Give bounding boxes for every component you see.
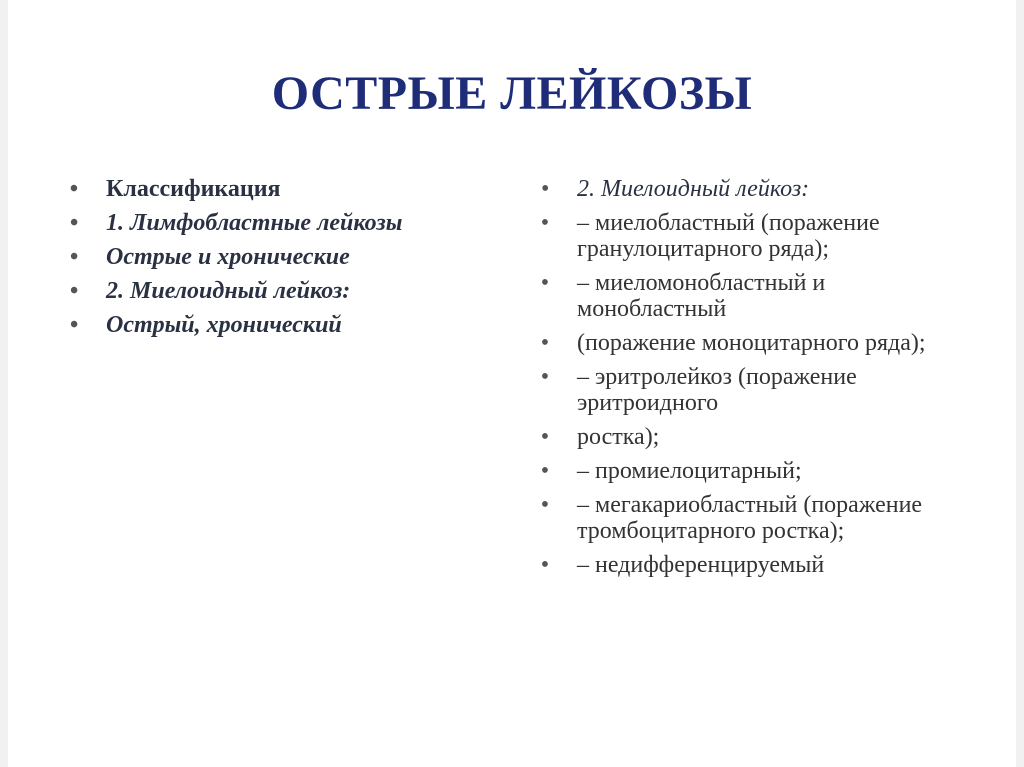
bullet-icon: • xyxy=(540,552,550,578)
left-list-item-3 xyxy=(64,278,484,304)
right-list-item-1 xyxy=(535,210,975,262)
left-list-item-2 xyxy=(64,244,484,270)
left-list-item-1 xyxy=(64,210,484,236)
bullet-icon: • xyxy=(69,176,79,202)
bullet-icon: • xyxy=(540,458,550,484)
right-bullet-list xyxy=(535,176,975,586)
list-item-text: – промиелоцитарный; xyxy=(577,458,802,484)
list-item-text: Классификация xyxy=(106,176,281,202)
right-list-item-0 xyxy=(535,176,975,202)
list-item-text: – недифференцируемый xyxy=(577,552,825,578)
list-item-text: Острый, хронический xyxy=(106,312,342,338)
bullet-icon: • xyxy=(69,244,79,270)
bullet-icon: • xyxy=(540,210,550,236)
list-item-text: 1. Лимфобластные лейкозы xyxy=(106,210,403,236)
right-list-item-3 xyxy=(535,330,975,356)
left-list-item-0 xyxy=(64,176,484,202)
list-item-text: – эритролейкоз (поражение эритроидного xyxy=(577,364,857,416)
list-item-text: – миелобластный (поражение гранулоцитарного ряда); xyxy=(577,210,880,262)
bullet-icon: • xyxy=(540,492,550,518)
bullet-icon: • xyxy=(69,278,79,304)
right-list-item-7 xyxy=(535,492,975,544)
list-item-text: ростка); xyxy=(577,424,660,450)
right-list-item-8 xyxy=(535,552,975,578)
list-item-text: – миеломонобластный и монобластный xyxy=(577,270,826,322)
list-item-text: 2. Миелоидный лейкоз: xyxy=(106,278,351,304)
left-bullet-list xyxy=(64,176,484,346)
bullet-icon: • xyxy=(540,364,550,390)
bullet-icon: • xyxy=(69,210,79,236)
right-list-item-2 xyxy=(535,270,975,322)
list-item-text: 2. Миелоидный лейкоз: xyxy=(577,176,810,202)
bullet-icon: • xyxy=(540,424,550,450)
right-list-item-5 xyxy=(535,424,975,450)
bullet-icon: • xyxy=(69,312,79,338)
list-item-text: – мегакариобластный (поражение тромбоцитарного ростка); xyxy=(577,492,923,544)
slide-title: ОСТРЫЕ ЛЕЙКОЗЫ xyxy=(271,67,753,120)
list-item-text: Острые и хронические xyxy=(106,244,350,270)
left-list-item-4 xyxy=(64,312,484,338)
bullet-icon: • xyxy=(540,270,550,296)
right-list-item-6 xyxy=(535,458,975,484)
bullet-icon: • xyxy=(540,176,550,202)
right-list-item-4 xyxy=(535,364,975,416)
list-item-text: (поражение моноцитарного ряда); xyxy=(577,330,926,356)
bullet-icon: • xyxy=(540,330,550,356)
